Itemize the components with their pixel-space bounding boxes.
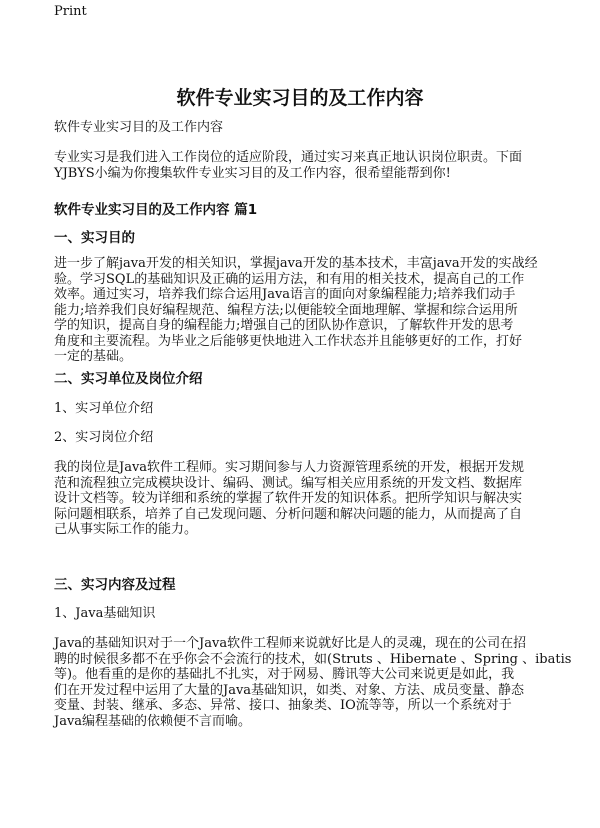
heading-purpose: 一、实习目的 xyxy=(54,230,135,246)
text-line: 己从事实际工作的能力。 xyxy=(54,522,198,537)
position-paragraph xyxy=(54,460,554,538)
text-line: 专业实习是我们进入工作岗位的适应阶段，通过实习来真正地认识岗位职责。下面 xyxy=(54,150,523,165)
heading-unit: 二、实习单位及岗位介绍 xyxy=(54,371,203,387)
text-line: 学的知识，提高自身的编程能力;增强自己的团队协作意识，了解软件开发的思考 xyxy=(54,318,514,333)
print-link[interactable]: Print xyxy=(54,4,87,19)
text-line: 进一步了解java开发的相关知识，掌握java开发的基本技术，丰富java开发的实战经 xyxy=(54,256,538,271)
text-line: 设计文档等。较为详细和系统的掌握了软件开发的知识体系。把所学知识与解决实 xyxy=(54,491,523,506)
text-line: 际问题相联系，培养了自己发现问题、分析问题和解决问题的能力，从而提高了自 xyxy=(54,506,523,522)
text-line: 验。学习SQL的基础知识及正确的运用方法，和有用的相关技术，提高自己的工作 xyxy=(54,271,525,287)
subtitle: 软件专业实习目的及工作内容 xyxy=(54,120,224,135)
section-title: 软件专业实习目的及工作内容 篇1 xyxy=(54,202,258,218)
purpose-paragraph xyxy=(54,256,554,365)
page-title: 软件专业实习目的及工作内容 xyxy=(176,87,424,109)
heading-content: 三、实习内容及过程 xyxy=(54,577,176,593)
text-line: 角度和主要流程。为毕业之后能够更快地进入工作状态并且能够更好的工作，打好 xyxy=(54,333,523,349)
subheading-java-basics: 1、Java基础知识 xyxy=(54,606,156,621)
text-line: 效率。通过实习，培养我们综合运用Java语言的面向对象编程能力;培养我们动手 xyxy=(54,287,516,302)
text-line: 范和流程独立完成模块设计、编码、测试。编写相关应用系统的开发文档、数据库 xyxy=(54,475,523,491)
text-line: Java的基础知识对于一个Java软件工程师来说就好比是人的灵魂，现在的公司在招 xyxy=(54,636,527,651)
java-basics-paragraph xyxy=(54,636,572,729)
text-line: YJBYS小编为你搜集软件专业实习目的及工作内容，很希望能帮到你! xyxy=(54,165,451,181)
text-line: 等)。他看重的是你的基础扎不扎实，对于网易、腾讯等大公司来说更是如此，我 xyxy=(54,667,515,682)
text-line: Java编程基础的依赖便不言而喻。 xyxy=(54,713,252,729)
text-line: 变量、封装、继承、多态、异常、接口、抽象类、IO流等等，所以一个系统对于 xyxy=(54,698,512,713)
intro-paragraph xyxy=(54,150,554,181)
text-line: 聘的时候很多都不在乎你会不会流行的技术，如(Struts 、Hibernate 、Spring 、ibatis xyxy=(54,651,572,667)
text-line: 我的岗位是Java软件工程师。实习期间参与人力资源管理系统的开发，根据开发规 xyxy=(54,460,525,475)
subheading-position-intro: 2、实习岗位介绍 xyxy=(54,430,154,445)
subheading-unit-intro: 1、实习单位介绍 xyxy=(54,401,154,416)
text-line: 一定的基础。 xyxy=(54,349,133,364)
text-line: 能力;培养我们良好编程规范、编程方法;以便能较全面地理解、掌握和综合运用所 xyxy=(54,302,518,318)
text-line: 们在开发过程中运用了大量的Java基础知识，如类、对象、方法、成员变量、静态 xyxy=(54,682,525,698)
